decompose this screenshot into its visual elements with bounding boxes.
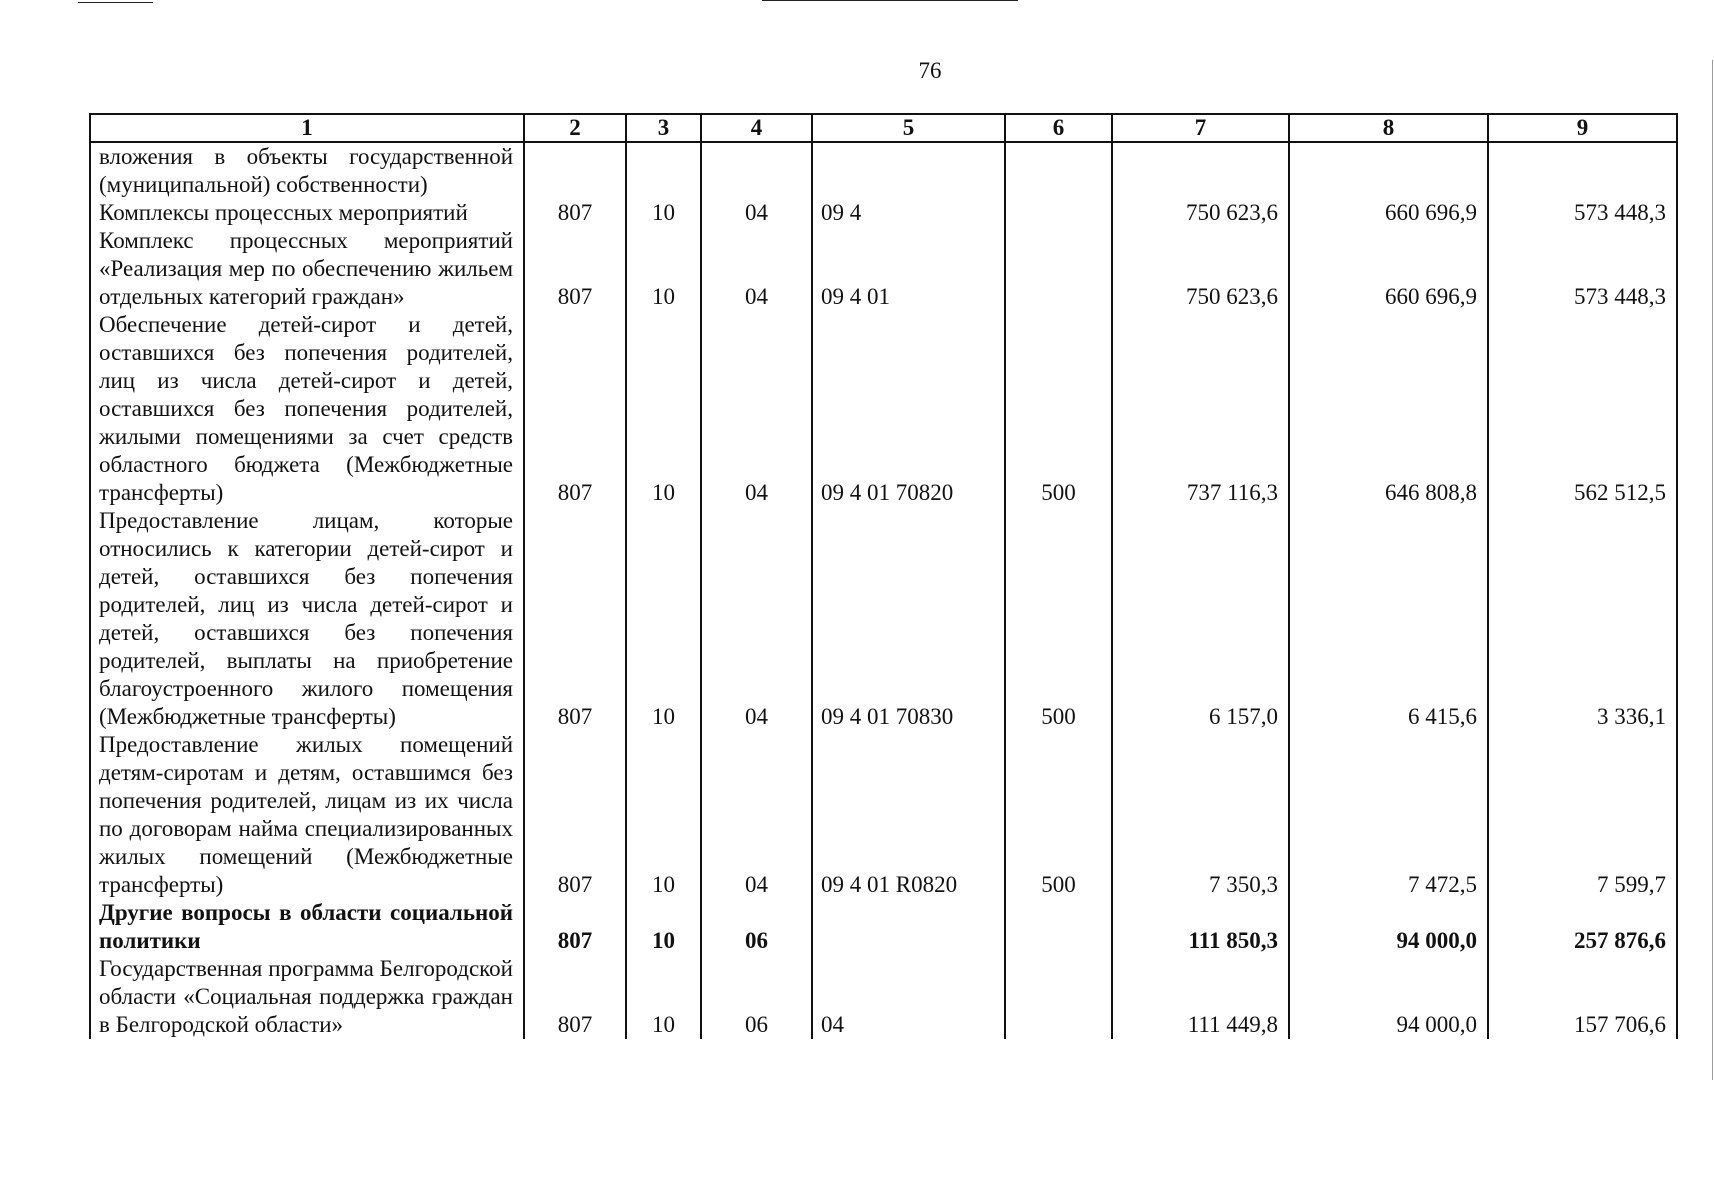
amount-cell-col9: 257 876,6 <box>1488 899 1677 955</box>
amount-cell-col9 <box>1488 142 1677 199</box>
table-row <box>90 199 1677 227</box>
expense-type-cell <box>1005 955 1112 1039</box>
subsection-cell: 04 <box>701 731 812 899</box>
expense-type-cell: 500 <box>1005 731 1112 899</box>
expense-type-cell: 500 <box>1005 507 1112 731</box>
section-cell: 10 <box>626 227 701 311</box>
amount-cell-col9: 157 706,6 <box>1488 955 1677 1039</box>
admin-code-cell: 807 <box>524 507 626 731</box>
table-row <box>90 899 1677 955</box>
target-article-cell: 09 4 01 R0820 <box>812 731 1005 899</box>
budget-table <box>89 113 1678 1039</box>
subsection-cell: 06 <box>701 955 812 1039</box>
target-article-cell: 04 <box>812 955 1005 1039</box>
column-header: 7 <box>1112 114 1289 142</box>
section-cell: 10 <box>626 955 701 1039</box>
column-header: 5 <box>812 114 1005 142</box>
amount-cell-col7: 750 623,6 <box>1112 199 1289 227</box>
amount-cell-col8: 94 000,0 <box>1289 899 1488 955</box>
page-number: 76 <box>918 58 942 83</box>
row-name-cell: Комплексы процессных мероприятий <box>90 199 524 227</box>
expense-type-cell <box>1005 199 1112 227</box>
table-row <box>90 955 1677 1039</box>
row-name-cell: Предоставление жилых помещений детям-сиротам и детям, оставшимся без попечения родителей, лицам из их числа по договорам найма специализированных жилых помещений (Межбюджетные трансферты) <box>90 731 524 899</box>
subsection-cell: 04 <box>701 507 812 731</box>
admin-code-cell: 807 <box>524 311 626 507</box>
subsection-cell: 04 <box>701 311 812 507</box>
row-name-cell: вложения в объекты государственной (муниципальной) собственности) <box>90 142 524 199</box>
section-cell: 10 <box>626 311 701 507</box>
column-header: 4 <box>701 114 812 142</box>
table-header-row <box>90 114 1677 142</box>
target-article-cell <box>812 899 1005 955</box>
column-header: 2 <box>524 114 626 142</box>
amount-cell-col9: 7 599,7 <box>1488 731 1677 899</box>
admin-code-cell: 807 <box>524 955 626 1039</box>
table-row <box>90 507 1677 731</box>
table-row <box>90 311 1677 507</box>
table-body <box>90 142 1677 1039</box>
subsection-cell <box>701 142 812 199</box>
target-article-cell <box>812 142 1005 199</box>
row-name-cell: Предоставление лицам, которые относились к категории детей-сирот и детей, оставшихся без попечения родителей, лиц из числа детей-сирот и детей, оставшихся без попечения родителей, выплаты на приобретение благоустроенного жилого помещения (Межбюджетные трансферты) <box>90 507 524 731</box>
expense-type-cell <box>1005 142 1112 199</box>
column-header: 3 <box>626 114 701 142</box>
amount-cell-col9: 3 336,1 <box>1488 507 1677 731</box>
amount-cell-col7 <box>1112 142 1289 199</box>
admin-code-cell: 807 <box>524 227 626 311</box>
column-header: 9 <box>1488 114 1677 142</box>
amount-cell-col8: 94 000,0 <box>1289 955 1488 1039</box>
amount-cell-col8: 7 472,5 <box>1289 731 1488 899</box>
scan-edge-line <box>1712 60 1713 1080</box>
target-article-cell: 09 4 01 70830 <box>812 507 1005 731</box>
section-cell: 10 <box>626 731 701 899</box>
subsection-cell: 04 <box>701 227 812 311</box>
section-cell: 10 <box>626 507 701 731</box>
amount-cell-col7: 750 623,6 <box>1112 227 1289 311</box>
amount-cell-col9: 573 448,3 <box>1488 199 1677 227</box>
amount-cell-col9: 573 448,3 <box>1488 227 1677 311</box>
expense-type-cell <box>1005 227 1112 311</box>
amount-cell-col8: 6 415,6 <box>1289 507 1488 731</box>
admin-code-cell: 807 <box>524 899 626 955</box>
column-header: 8 <box>1289 114 1488 142</box>
column-header: 6 <box>1005 114 1112 142</box>
section-cell <box>626 142 701 199</box>
target-article-cell: 09 4 01 <box>812 227 1005 311</box>
section-cell: 10 <box>626 899 701 955</box>
table-row <box>90 227 1677 311</box>
section-cell: 10 <box>626 199 701 227</box>
admin-code-cell: 807 <box>524 199 626 227</box>
row-name-cell: Другие вопросы в области социальной политики <box>90 899 524 955</box>
target-article-cell: 09 4 01 70820 <box>812 311 1005 507</box>
row-name-cell: Комплекс процессных мероприятий «Реализация мер по обеспечению жильем отдельных категорий граждан» <box>90 227 524 311</box>
expense-type-cell: 500 <box>1005 311 1112 507</box>
scan-artifact-line <box>78 2 153 3</box>
expense-type-cell <box>1005 899 1112 955</box>
scan-artifact-line <box>762 0 1018 1</box>
table-row <box>90 731 1677 899</box>
amount-cell-col8: 646 808,8 <box>1289 311 1488 507</box>
admin-code-cell <box>524 142 626 199</box>
amount-cell-col8: 660 696,9 <box>1289 199 1488 227</box>
row-name-cell: Государственная программа Белгородской области «Социальная поддержка граждан в Белгородской области» <box>90 955 524 1039</box>
amount-cell-col7: 111 850,3 <box>1112 899 1289 955</box>
table-row <box>90 142 1677 199</box>
amount-cell-col7: 737 116,3 <box>1112 311 1289 507</box>
amount-cell-col7: 111 449,8 <box>1112 955 1289 1039</box>
amount-cell-col7: 7 350,3 <box>1112 731 1289 899</box>
target-article-cell: 09 4 <box>812 199 1005 227</box>
admin-code-cell: 807 <box>524 731 626 899</box>
amount-cell-col8 <box>1289 142 1488 199</box>
amount-cell-col7: 6 157,0 <box>1112 507 1289 731</box>
amount-cell-col9: 562 512,5 <box>1488 311 1677 507</box>
row-name-cell: Обеспечение детей-сирот и детей, оставшихся без попечения родителей, лиц из числа детей-сирот и детей, оставшихся без попечения родителей, жилыми помещениями за счет средств областного бюджета (Межбюджетные трансферты) <box>90 311 524 507</box>
subsection-cell: 06 <box>701 899 812 955</box>
subsection-cell: 04 <box>701 199 812 227</box>
amount-cell-col8: 660 696,9 <box>1289 227 1488 311</box>
column-header: 1 <box>90 114 524 142</box>
